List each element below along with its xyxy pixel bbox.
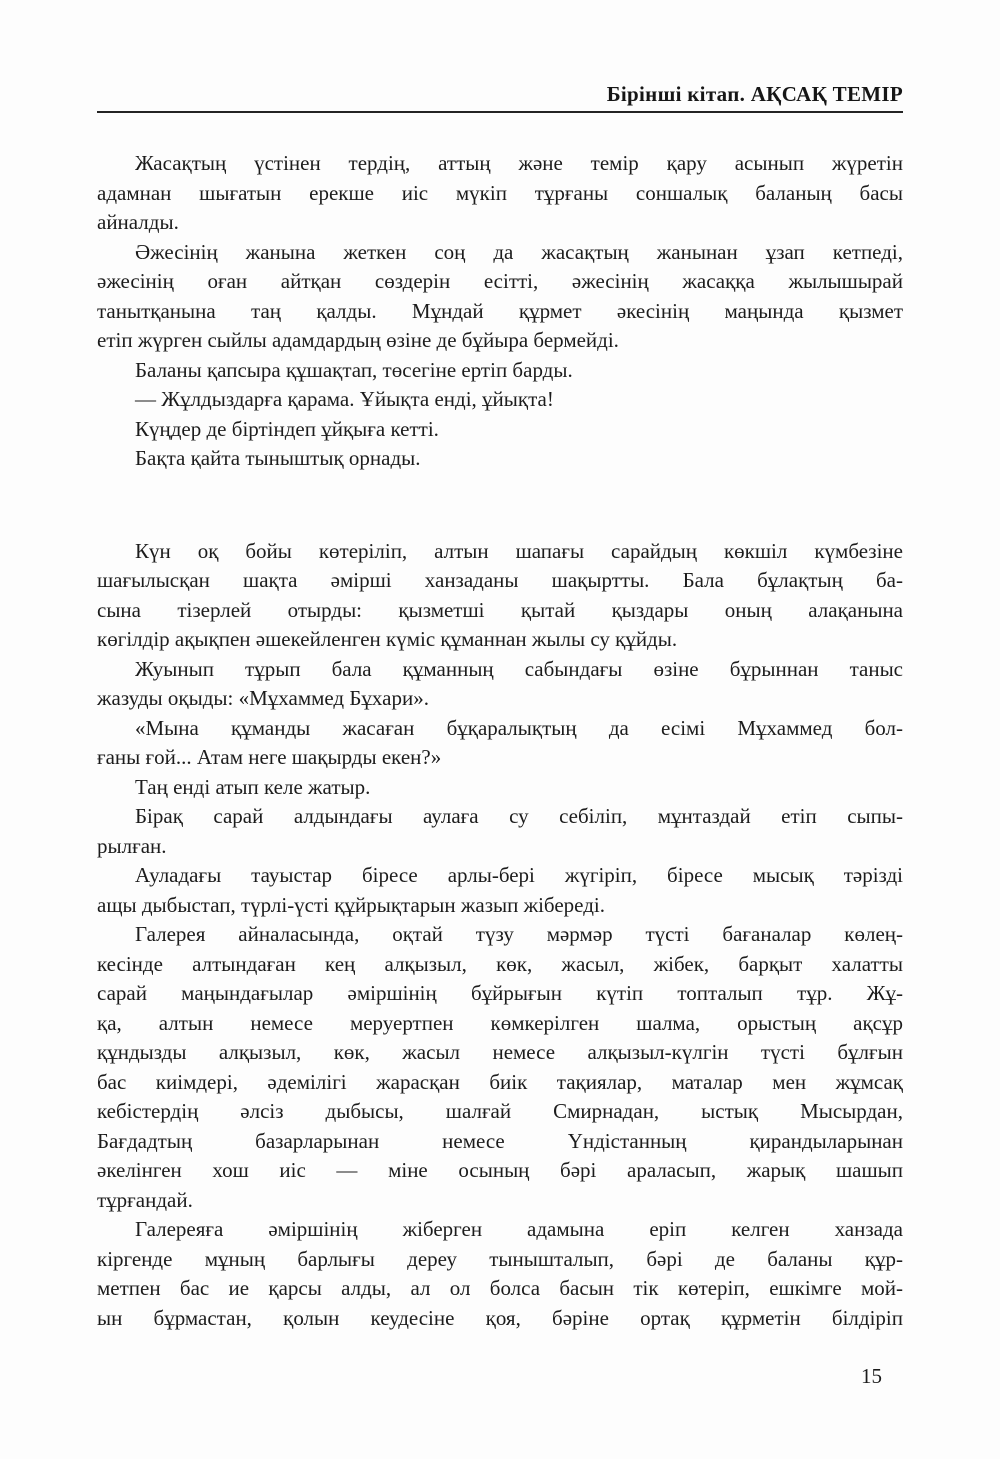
paragraph xyxy=(97,356,903,386)
text-line: «Мына құманды жасаған бұқаралықтың да есімі Мұхаммед бол- xyxy=(135,715,903,740)
paragraph xyxy=(97,149,903,238)
paragraph xyxy=(97,537,903,655)
paragraph xyxy=(97,802,903,861)
text-line: рылған. xyxy=(97,833,167,858)
text-line: Бірақ сарай алдындағы аулаға су себіліп, мұнтаздай етіп сыпы- xyxy=(135,804,903,828)
text-line: қа, алтын немесе меруертпен көмкерілген шалма, орыстың ақсұр xyxy=(97,1010,903,1035)
text-line: құндызды алқызыл, көк, жасыл немесе алқызыл-күлгін түсті бұлғын xyxy=(97,1040,903,1064)
text-line: Баланы қапсыра құшақтап, төсегіне ертіп барды. xyxy=(135,357,573,382)
text-line: Ауладағы тауыстар біресе арлы-бері жүгіріп, біресе мысық тәрізді xyxy=(135,863,903,887)
text-line: айналды. xyxy=(97,210,179,234)
paragraph xyxy=(97,714,903,773)
page-number: 15 xyxy=(861,1364,882,1388)
text-line: Галерея айналасында, оқтай түзу мәрмәр түсті бағаналар көлең- xyxy=(135,922,903,946)
text-line: әкелінген хош иіс — міне осының бәрі араласып, жарық шашып xyxy=(97,1158,903,1182)
text-line: Галереяға әміршінің жіберген адамына еріп келген ханзада xyxy=(135,1217,903,1241)
text-line: Жасақтың үстінен тердің, аттың және темір қару асынып жүретін xyxy=(135,151,903,175)
paragraph xyxy=(97,385,903,415)
text-line: ғаны ғой... Атам неге шақырды екен?» xyxy=(97,745,442,769)
paragraph xyxy=(97,773,903,803)
text-line: бас киімдері, әдемілігі жарасқан биік тақиялар, маталар мен жұмсақ xyxy=(97,1069,903,1094)
text-line: ащы дыбыстап, түрлі-үсті құйрықтарын жазып жібереді. xyxy=(97,892,605,917)
header-rule xyxy=(97,111,903,113)
text-line: Әжесінің жанына жеткен соң да жасақтың жанынан ұзап кетпеді, xyxy=(135,239,903,264)
running-title: Бірінші кітап. АҚСАҚ ТЕМІР xyxy=(606,82,903,106)
body-text xyxy=(97,149,903,1333)
text-line: метпен бас ие қарсы алды, ал ол болса басын тік көтеріп, ешкімге мой- xyxy=(97,1276,903,1300)
text-line: етіп жүрген сыйлы адамдардың өзіне де бұйыра бермейді. xyxy=(97,328,619,352)
text-line: Күн оқ бойы көтеріліп, алтын шапағы сарайдың көкшіл күмбезіне xyxy=(135,538,903,563)
text-line: Жуынып тұрып бала құманның сабындағы өзіне бұрыннан таныс xyxy=(135,656,903,681)
text-line: шағылысқан шақта әмірші ханзаданы шақыртты. Бала бұлақтың ба- xyxy=(97,568,903,592)
text-line: ын бұрмастан, қолын кеудесіне қоя, бәріне ортақ құрметін білдіріп xyxy=(97,1305,903,1330)
text-line: Бақта қайта тыныштық орнады. xyxy=(135,446,421,470)
text-line: Таң енді атып келе жатыр. xyxy=(135,774,371,799)
text-line: танытқанына таң қалды. Мұндай құрмет әкесінің маңында қызмет xyxy=(97,298,903,323)
paragraph xyxy=(97,415,903,445)
paragraph xyxy=(97,861,903,920)
paragraph xyxy=(97,1215,903,1333)
text-line: сына тізерлей отырды: қызметші қытай қыздары оның алақанына xyxy=(97,597,903,622)
text-section xyxy=(97,537,903,1334)
text-line: кесінде алтындаған кең алқызыл, көк, жасыл, жібек, барқыт халатты xyxy=(97,951,903,976)
text-line: сарай маңындағылар әміршінің бұйрығын күтіп топталып тұр. Жұ- xyxy=(97,981,903,1005)
text-line: көгілдір ақықпен әшекейленген күміс құманнан жылы су құйды. xyxy=(97,627,678,651)
text-line: тұрғандай. xyxy=(97,1187,193,1212)
text-line: әжесінің оған айтқан сөздерін есітті, әжесінің жасаққа жылышырай xyxy=(97,269,903,293)
text-section xyxy=(97,149,903,474)
text-line: Күңдер де біртіндеп ұйқыға кетті. xyxy=(135,416,439,441)
page-header xyxy=(97,82,903,113)
text-line: адамнан шығатын ерекше иіс мүкіп тұрғаны соншалық баланың басы xyxy=(97,180,903,205)
paragraph xyxy=(97,444,903,474)
paragraph xyxy=(97,238,903,356)
text-line: кіргенде мұның барлығы дереу тынышталып, бәрі де баланы құр- xyxy=(97,1246,903,1271)
text-line: кебістердің әлсіз дыбысы, шалғай Смирнадан, ыстық Мысырдан, xyxy=(97,1099,903,1123)
paragraph xyxy=(97,655,903,714)
text-line: Бағдадтың базарларынан немесе Үндістанның қирандыларынан xyxy=(97,1128,903,1153)
text-line: жазуды оқыды: «Мұхаммед Бұхари». xyxy=(97,686,429,710)
text-line: — Жұлдыздарға қарама. Ұйықта енді, ұйықта! xyxy=(135,387,554,411)
paragraph xyxy=(97,920,903,1215)
